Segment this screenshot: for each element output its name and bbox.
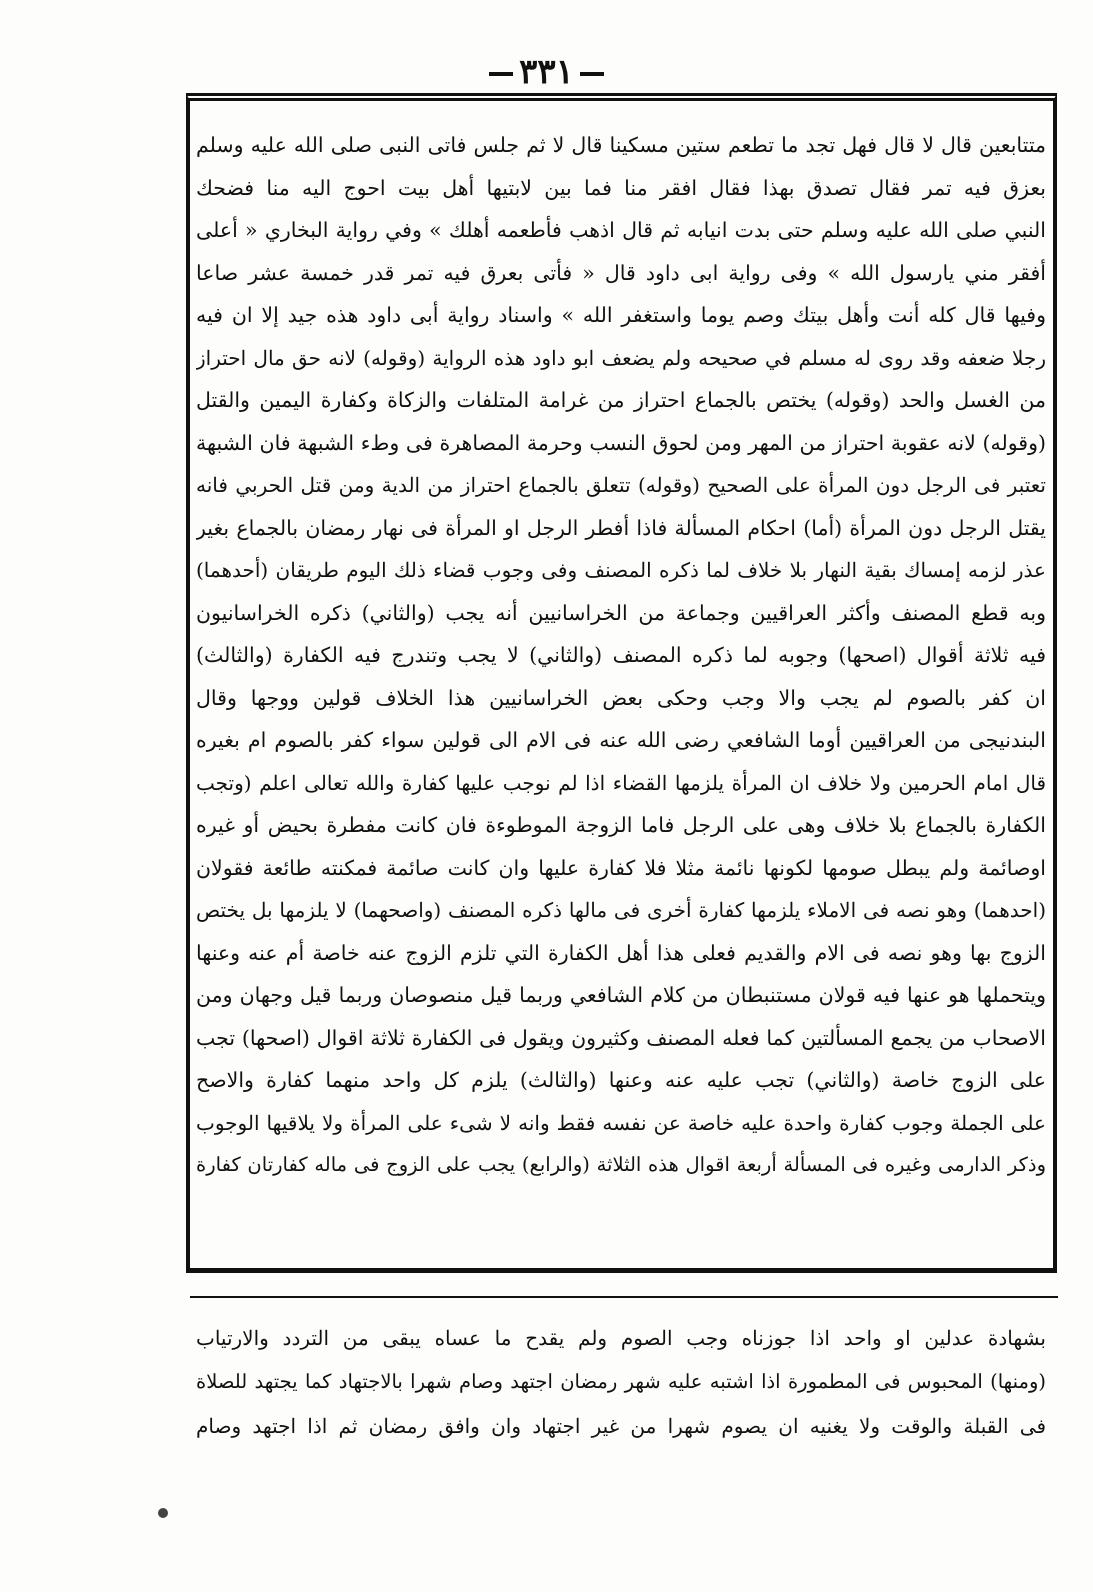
main-line: رجلا ضعفه وقد روى له مسلم في صحيحه ولم يضعف ابو داود هذه الرواية (وقوله) لانه حق مال احتراز bbox=[196, 345, 1046, 370]
main-line: وبه قطع المصنف وأكثر العراقيين وجماعة من الخراسانيين أنه يجب (والثاني) ذكره الخراسانيون bbox=[196, 600, 1046, 625]
main-line: أفقر مني يارسول الله » وفى رواية ابى داود قال « فأتى بعرق فيه تمر قدر خمسة عشر صاعا bbox=[196, 260, 1046, 285]
main-line: اوصائمة ولم يبطل صومها لكونها نائمة مثلا فلا كفارة عليها وان كانت صائمة فمكنته طائعة فقولان bbox=[196, 855, 1046, 880]
main-line: الكفارة بالجماع بلا خلاف وهى على الرجل فاما الزوجة الموطوءة فان كانت مفطرة بحيض أو غيره bbox=[196, 813, 1046, 837]
footnote-line: (ومنها) المحبوس فى المطمورة اذا اشتبه عليه شهر رمضان اجتهد وصام شهرا بالاجتهاد كما يجتهد للصلاة bbox=[196, 1370, 1046, 1393]
main-line: (احدهما) وهو نصه فى الاملاء يلزمها كفارة أخرى فى مالها ذكره المصنف (واصحهما) لا يلزمها بل يختص bbox=[196, 898, 1046, 922]
main-line: عذر لزمه إمساك بقية النهار بلا خلاف لما ذكره المصنف وفى وجوب قضاء ذلك اليوم طريقان (أحدهما) bbox=[196, 558, 1046, 582]
main-line: وفيها قال كله أنت وأهل بيتك وصم يوما واستغفر الله » واسناد رواية أبى داود هذه جيد إلا ان فيه bbox=[196, 303, 1046, 327]
main-line: الزوج بها وهو نصه فى الام والقديم فعلى هذا أهل الكفارة التي تلزم الزوج عنه خاصة أم عنه وعنها bbox=[196, 940, 1046, 965]
ink-speck bbox=[158, 1508, 168, 1518]
page-number-dash-right bbox=[580, 72, 604, 76]
footnote-block bbox=[196, 1316, 1046, 1476]
main-line: البندنيجى من العراقيين أوما الشافعي رضى الله عنه فى الام الى قولين سواء كفر بالصوم ام بغيره bbox=[196, 728, 1046, 752]
main-line: الاصحاب من يجمع المسألتين كما فعله المصنف وكثيرون ويقول فى الكفارة ثلاثة اقوال (اصحها) تجب bbox=[196, 1025, 1046, 1050]
footnote-separator bbox=[190, 1296, 1058, 1298]
main-line: قال امام الحرمين ولا خلاف ان المرأة يلزمها القضاء اذا لم نوجب عليها كفارة والله تعالى اعلم (وتجب bbox=[196, 770, 1046, 795]
page-number bbox=[0, 52, 1093, 92]
main-text-block bbox=[196, 124, 1046, 1264]
page-number-dash-left bbox=[489, 72, 513, 76]
main-line: ان كفر بالصوم لم يجب والا وجب وحكى بعض الخراسانيين هذا الخلاف قولين ووجها وقال bbox=[196, 685, 1046, 710]
main-line: على الزوج خاصة (والثاني) تجب عليه عنه وعنها (والثالث) يلزم كل واحد منهما كفارة والاصح bbox=[196, 1068, 1046, 1092]
main-line: يقتل الرجل دون المرأة (أما) احكام المسألة فاذا أفطر الرجل او المرأة فى نهار رمضان بالجماع بغير bbox=[196, 515, 1046, 540]
main-line: على الجملة وجوب كفارة واحدة عليه خاصة عن نفسه فقط وانه لا شىء على المرأة ولا يلاقيها الوجوب bbox=[196, 1110, 1046, 1135]
footnote-line: بشهادة عدلين او واحد اذا جوزناه وجب الصوم ولم يقدح ما عساه يبقى من التردد والارتياب bbox=[196, 1326, 1046, 1350]
main-line: تعتبر فى الرجل دون المرأة على الصحيح (وقوله) تتعلق بالجماع احتراز من الدية ومن قتل الحربي فانه bbox=[196, 473, 1046, 497]
main-line: (وقوله) لانه عقوبة احتراز من المهر ومن لحوق النسب وحرمة المصاهرة فى وطء الشبهة فان الشبهة bbox=[196, 430, 1046, 455]
page-number-text: ٣٣١ bbox=[519, 52, 574, 92]
main-line: وذكر الدارمى وغيره فى المسألة أربعة اقوال هذه الثلاثة (والرابع) يجب على الزوج فى ماله كفارتان كفارة bbox=[196, 1153, 1046, 1176]
main-line: فيه ثلاثة أقوال (اصحها) وجوبه لما ذكره المصنف (والثاني) لا يجب وتندرج فيه الكفارة (والثالث) bbox=[196, 643, 1046, 667]
main-line: بعزق فيه تمر فقال تصدق بهذا فقال افقر منا فما بين لابتيها أهل بيت احوج اليه منا فضحك bbox=[196, 175, 1046, 200]
main-line: ويتحملها هو عنها فيه قولان مستنبطان من كلام الشافعي وربما قيل منصوصان وربما قيل وجهان ومن bbox=[196, 983, 1046, 1007]
main-line: النبي صلى الله عليه وسلم حتى بدت انيابه ثم قال اذهب فأطعمه أهلك » وفي رواية البخاري « أعلى bbox=[196, 218, 1046, 242]
main-line: من الغسل والحد (وقوله) يختص بالجماع احتراز من غرامة المتلفات والزكاة وكفارة اليمين والقتل bbox=[196, 388, 1046, 412]
main-line: متتابعين قال لا قال فهل تجد ما تطعم ستين مسكينا قال لا ثم جلس فاتى النبى صلى الله عليه وسلم bbox=[196, 133, 1046, 157]
footnote-line: فى القبلة والوقت ولا يغنيه ان يصوم شهرا من غير اجتهاد وان وافق رمضان ثم اذا اجتهد وصام bbox=[196, 1414, 1046, 1438]
